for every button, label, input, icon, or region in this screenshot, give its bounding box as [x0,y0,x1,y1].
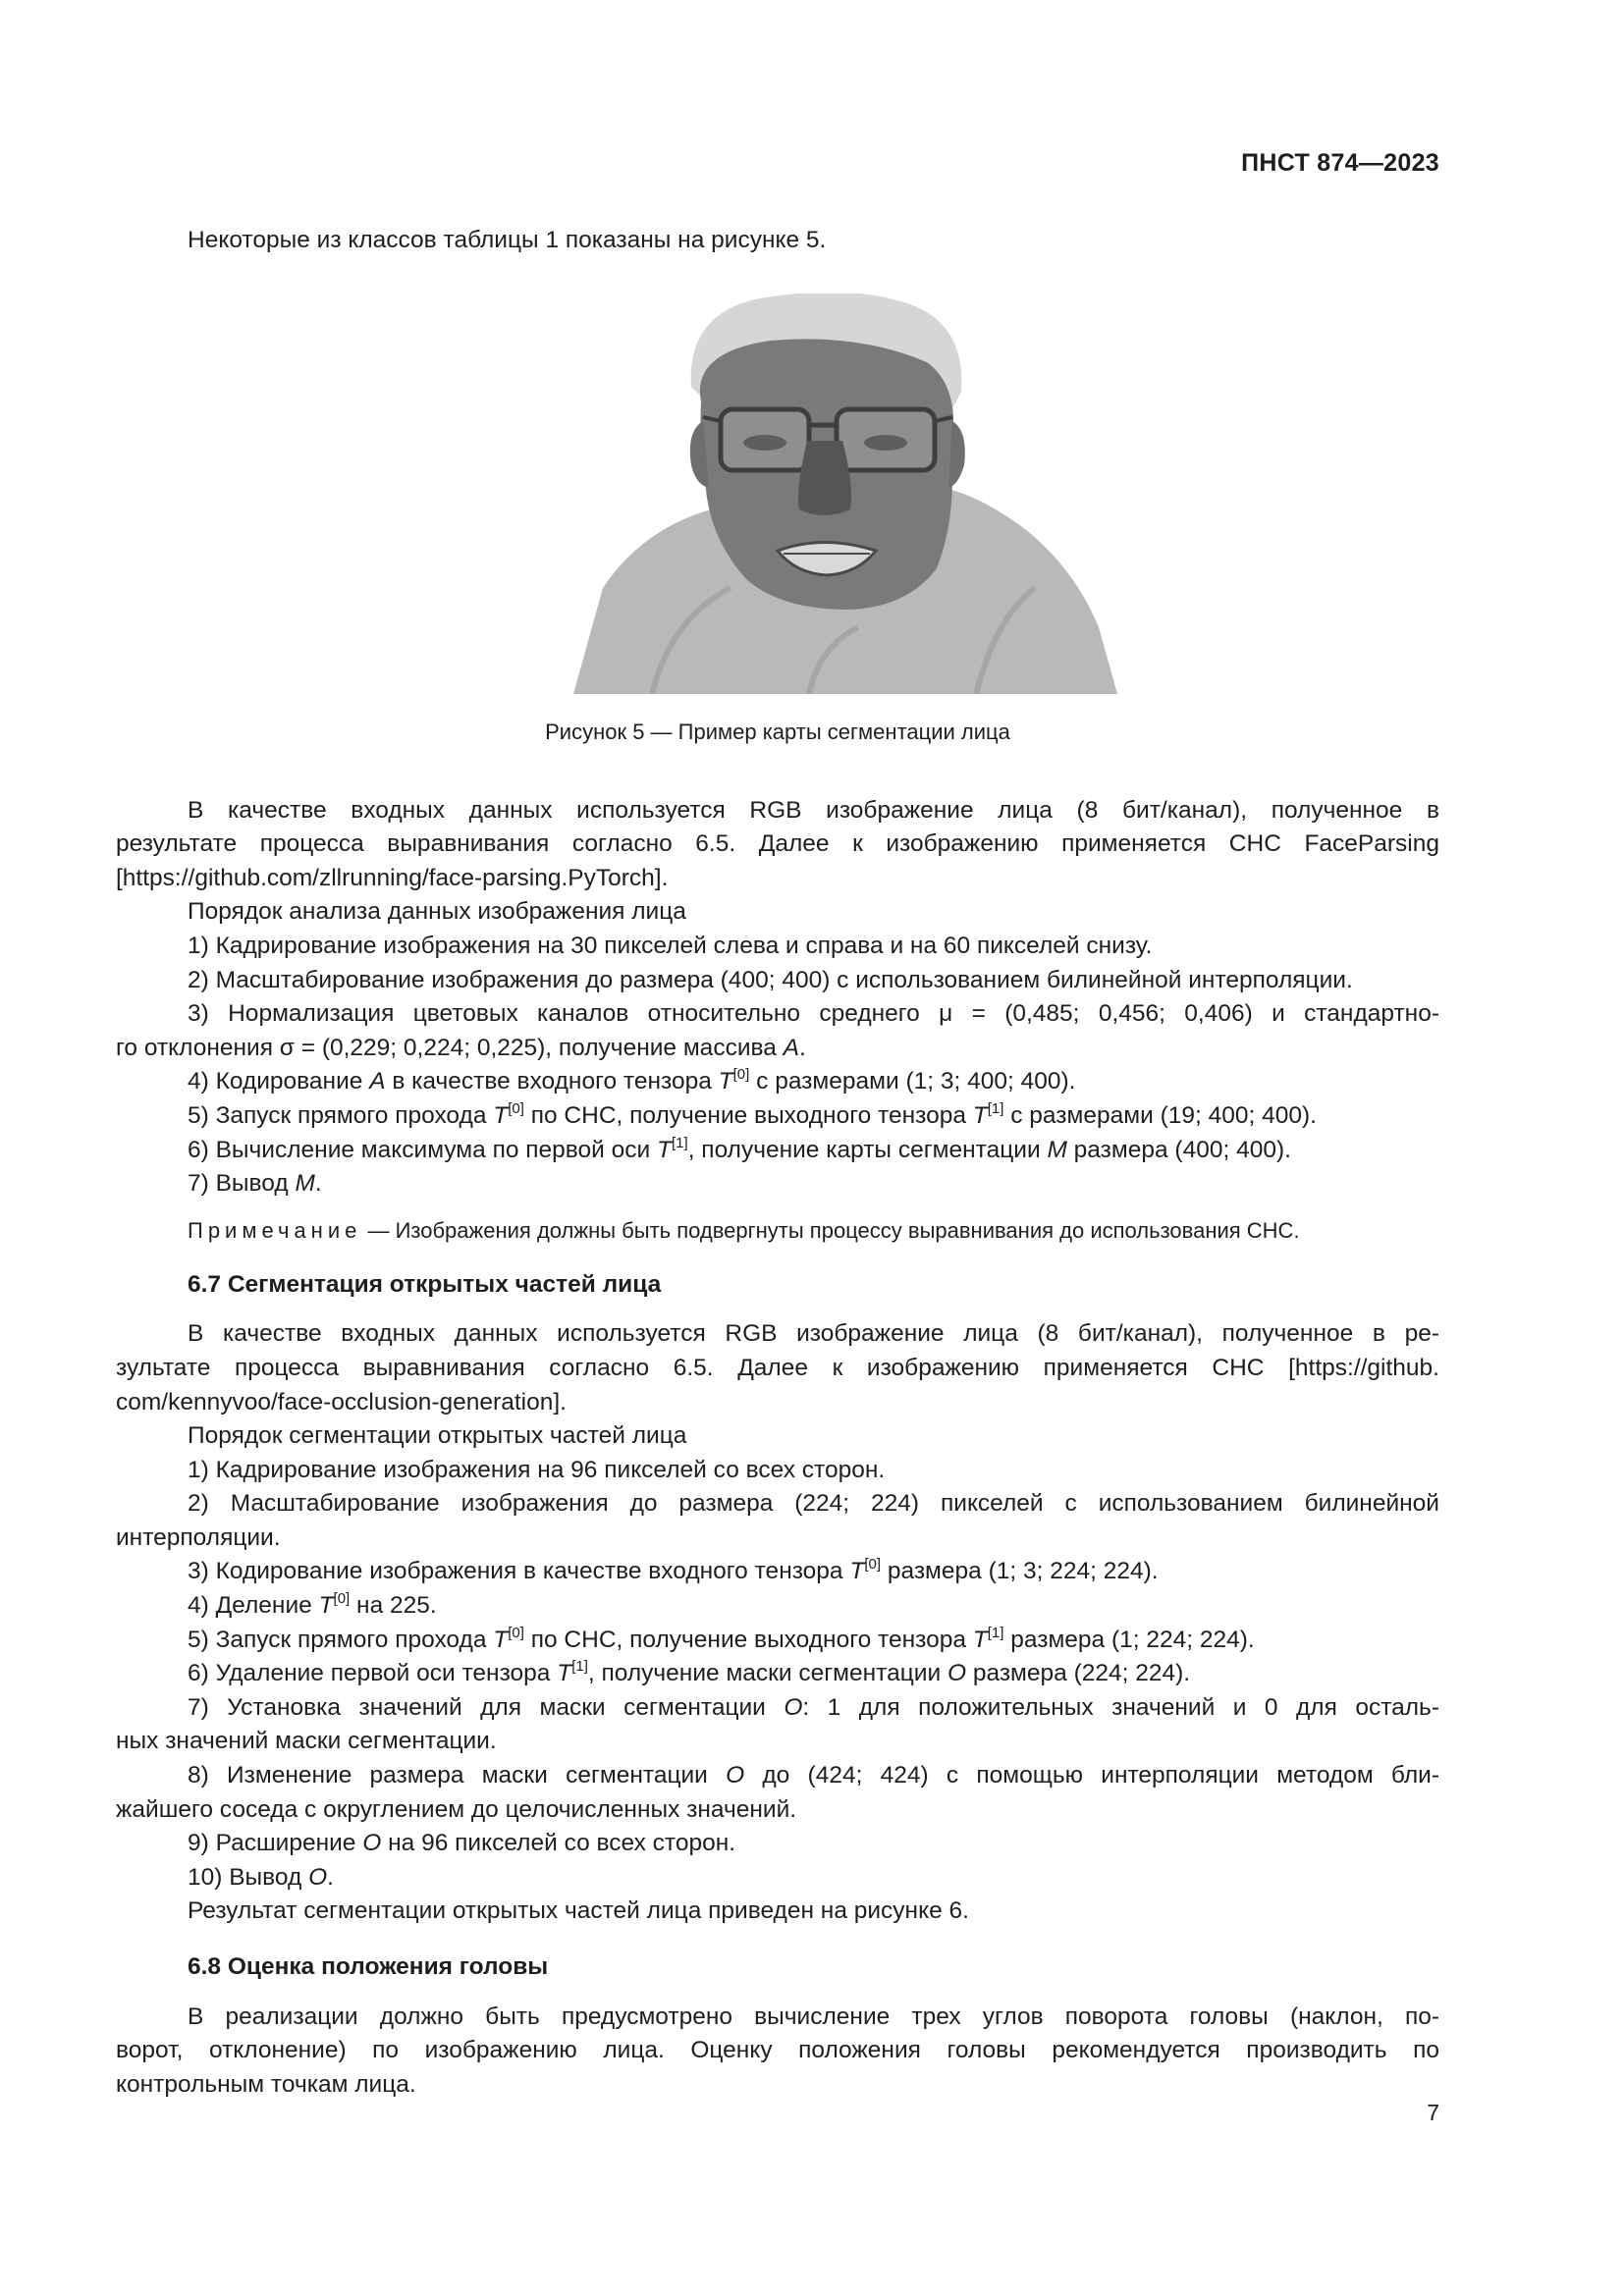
paragraph-line: результате процесса выравнивания согласно 6.5. Далее к изображению применяется СНС FaceParsing [116,830,1439,858]
section-heading-6-7: 6.7 Сегментация открытых частей лица [188,1270,662,1298]
note: Примечание — Изображения должны быть подвергнуты процессу выравнивания до использования СНС. [188,1217,1300,1243]
paragraph-line: [https://github.com/zllrunning/face-parsing.PyTorch]. [116,864,669,891]
list-item: 3) Нормализация цветовых каналов относительно среднего μ = (0,485; 0,456; 0,406) и стандартно- [188,1000,1439,1028]
list-item: 4) Кодирование A в качестве входного тензора T[0] с размерами (1; 3; 400; 400). [188,1066,1076,1095]
paragraph-line: зультате процесса выравнивания согласно 6.5. Далее к изображению применяется СНС [https://github. [116,1354,1439,1381]
list-header: Порядок сегментации открытых частей лица [188,1422,687,1450]
list-item: 10) Вывод O. [188,1863,334,1891]
figure-5 [116,294,1439,794]
intro-text: Некоторые из классов таблицы 1 показаны на рисунке 5. [188,227,827,253]
list-item: 9) Расширение O на 96 пикселей со всех сторон. [188,1830,736,1857]
list-item-continuation: ных значений маски сегментации. [116,1728,497,1755]
page-number: 7 [1427,2100,1439,2125]
list-item: 5) Запуск прямого прохода T[0] по СНС, получение выходного тензора T[1] с размерами (19; 400; 400). [188,1099,1317,1129]
section-6-6-content [116,794,1439,1247]
list-item: 8) Изменение размера маски сегментации O до (424; 424) с помощью интерполяции методом бли- [188,1762,1439,1789]
paragraph-line: контрольным точкам лица. [116,2070,416,2098]
list-item: 3) Кодирование изображения в качестве входного тензора T[0] размера (1; 3; 224; 224). [188,1556,1159,1585]
list-item: 7) Вывод M. [188,1170,322,1198]
list-item: 2) Масштабирование изображения до размера (400; 400) с использованием билинейной интерполяции. [188,966,1353,993]
paragraph-line: ворот, отклонение) по изображению лица. Оценку положения головы рекомендуется производить по [116,2037,1439,2064]
list-item: 6) Удаление первой оси тензора T[1], получение маски сегментации O размера (224; 224). [188,1658,1191,1687]
list-item: 1) Кадрирование изображения на 96 пикселей со всех сторон. [188,1456,886,1483]
document-id: ПНСТ 874—2023 [1241,149,1439,177]
paragraph-line: Результат сегментации открытых частей лица приведен на рисунке 6. [188,1897,969,1925]
list-item: 5) Запуск прямого прохода T[0] по СНС, получение выходного тензора T[1] размера (1; 224; 224). [188,1624,1255,1653]
note-label: Примечание [188,1217,362,1243]
paragraph-line: В качестве входных данных используется RGB изображение лица (8 бит/канал), полученное в ре- [188,1320,1439,1348]
list-item: 1) Кадрирование изображения на 30 пикселей слева и справа и на 60 пикселей снизу. [188,932,1153,959]
list-item-continuation: го отклонения σ = (0,229; 0,224; 0,225), получение массива A. [116,1034,806,1061]
section-heading-6-8: 6.8 Оценка положения головы [188,1953,549,1980]
list-header: Порядок анализа данных изображения лица [188,898,686,926]
paragraph-line: В реализации должно быть предусмотрено вычисление трех углов поворота головы (наклон, по- [188,2002,1439,2030]
list-item-continuation: жайшего соседа с округлением до целочисленных значений. [116,1795,797,1823]
list-item: 6) Вычисление максимума по первой оси T[1], получение карты сегментации M размера (400; 400). [188,1134,1291,1163]
figure-caption: Рисунок 5 — Пример карты сегментации лица [545,719,1010,744]
page-content [116,224,1439,2102]
face-segmentation-map-image [564,294,1117,694]
list-item: 4) Деление T[0] на 225. [188,1590,437,1620]
paragraph-line: В качестве входных данных используется RGB изображение лица (8 бит/канал), полученное в [188,796,1439,824]
list-item: 7) Установка значений для маски сегментации O: 1 для положительных значений и 0 для осталь- [188,1693,1439,1721]
section-6-8-content [116,2001,1439,2103]
list-item: 2) Масштабирование изображения до размера (224; 224) пикселей с использованием билинейной интерполяции. [116,1490,1439,1551]
paragraph-line: com/kennyvoo/face-occlusion-generation]. [116,1388,567,1415]
section-6-7-content [116,1317,1439,1929]
